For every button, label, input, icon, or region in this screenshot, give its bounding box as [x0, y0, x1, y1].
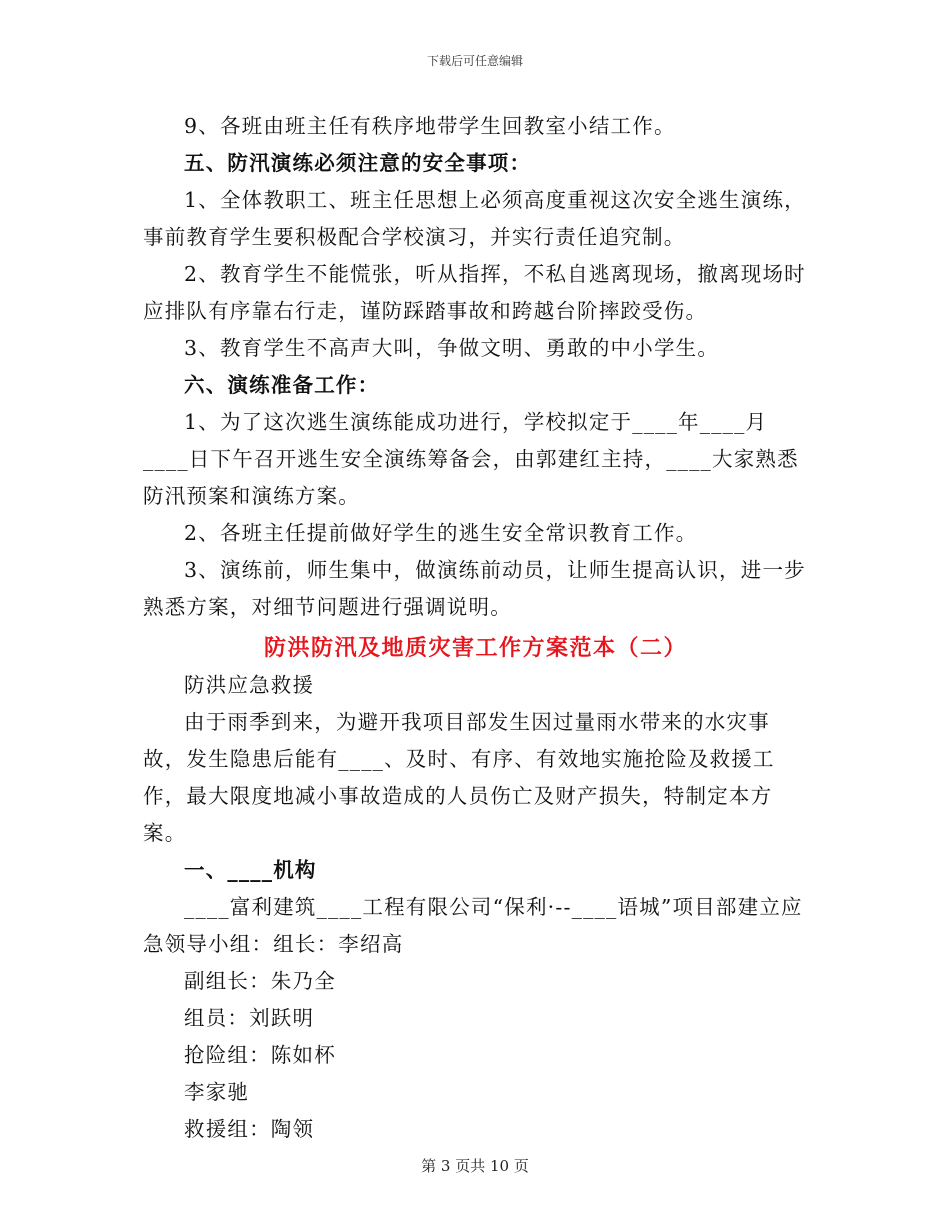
- paragraph-intro: 由于雨季到来，为避开我项目部发生因过量雨水带来的水灾事故，发生隐患后能有____、及时、有序、有效地实施抢险及救援工作，最大限度地减小事故造成的人员伤亡及财产损失，特制定本方案。: [143, 710, 775, 845]
- paragraph-item-9: 9、各班由班主任有秩序地带学生回教室小结工作。: [184, 114, 676, 138]
- section-heading-5: 五、防汛演练必须注意的安全事项：: [184, 151, 532, 175]
- document-body: [143, 108, 808, 1148]
- paragraph-prep-3: 3、演练前，师生集中，做演练前动员，让师生提高认识，进一步熟悉方案，对细节问题进行强调说明。: [143, 558, 806, 619]
- paragraph-rescue-member: 李家驰: [184, 1080, 250, 1104]
- paragraph-deputy-leader: 副组长：朱乃全: [184, 969, 336, 993]
- document-section-title: 防洪防汛及地质灾害工作方案范本（二）: [263, 635, 687, 661]
- paragraph-members: 组员：刘跃明: [184, 1006, 315, 1030]
- paragraph-safety-1: 1、全体教职工、班主任思想上必须高度重视这次安全逃生演练，事前教育学生要积极配合学校演习，并实行责任追究制。: [143, 188, 806, 249]
- paragraph-prep-2: 2、各班主任提前做好学生的逃生安全常识教育工作。: [184, 521, 698, 545]
- paragraph-subtitle: 防洪应急救援: [184, 673, 315, 697]
- page-header-note: 下载后可任意编辑: [426, 54, 523, 68]
- paragraph-rescue-team: 抢险组：陈如杯: [184, 1043, 336, 1067]
- paragraph-safety-3: 3、教育学生不高声大叫，争做文明、勇敢的中小学生。: [184, 336, 720, 360]
- paragraph-organization: ____富利建筑____工程有限公司“保利·--____语城”项目部建立应急领导小组：组长：李绍高: [143, 895, 803, 956]
- section-heading-6: 六、演练准备工作：: [184, 373, 380, 397]
- section-heading-1: 一、____机构: [184, 858, 317, 882]
- paragraph-prep-1: 1、为了这次逃生演练能成功进行，学校拟定于____年____月____日下午召开逃生安全演练筹备会，由郭建红主持，____大家熟悉防汛预案和演练方案。: [143, 410, 799, 508]
- paragraph-safety-2: 2、教育学生不能慌张，听从指挥，不私自逃离现场，撤离现场时应排队有序靠右行走，谨防踩踏事故和跨越台阶摔跤受伤。: [143, 262, 806, 323]
- paragraph-aid-team: 救援组：陶领: [184, 1117, 315, 1141]
- page-footer-number: 第 3 页共 10 页: [421, 1157, 529, 1175]
